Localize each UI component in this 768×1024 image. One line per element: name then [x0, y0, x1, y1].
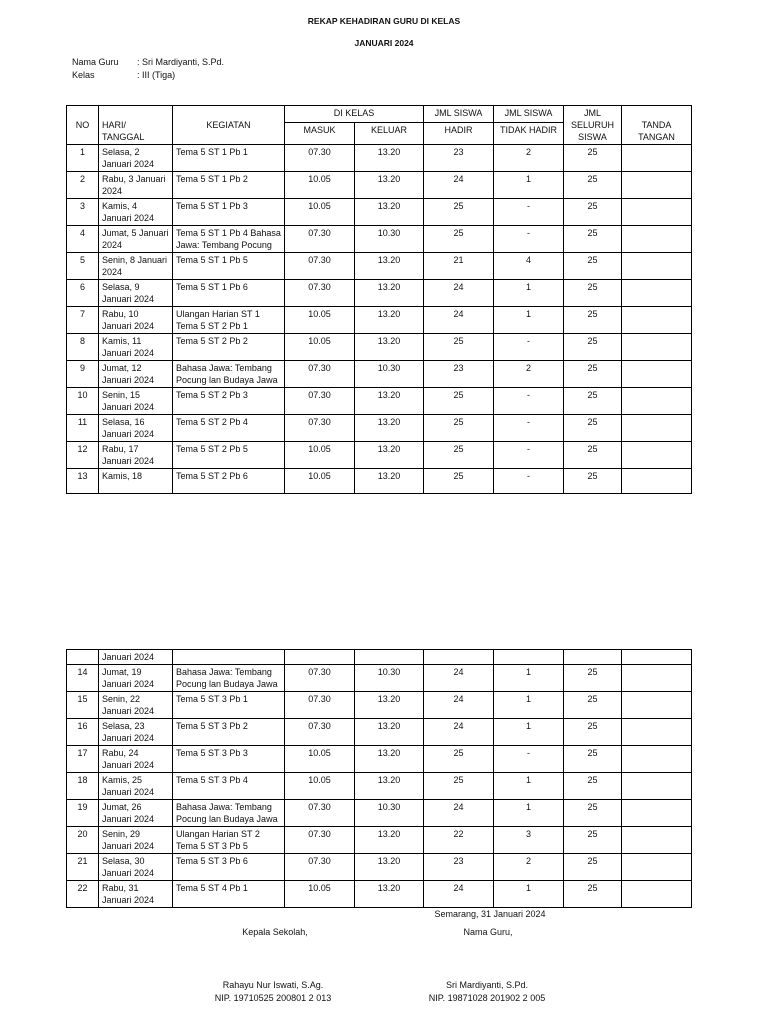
cell-hadir — [424, 650, 494, 665]
cell-hadir: 24 — [424, 881, 494, 908]
cell-tanda-tangan — [622, 361, 692, 388]
cell-no: 18 — [67, 773, 99, 800]
cell-tidak-hadir: - — [494, 469, 564, 494]
table-row — [67, 145, 692, 172]
cell-kegiatan: Bahasa Jawa: Tembang Pocung lan Budaya Jawa — [173, 800, 285, 827]
cell-seluruh: 25 — [564, 307, 622, 334]
cell-kegiatan: Tema 5 ST 2 Pb 4 — [173, 415, 285, 442]
cell-keluar: 13.20 — [355, 199, 424, 226]
guru-nip: NIP. 19871028 201902 2 005 — [428, 993, 546, 1003]
cell-tidak-hadir: 1 — [494, 307, 564, 334]
cell-tidak-hadir: - — [494, 442, 564, 469]
cell-masuk: 07.30 — [285, 145, 355, 172]
cell-tidak-hadir: 3 — [494, 827, 564, 854]
cell-hadir: 25 — [424, 388, 494, 415]
table-row — [67, 280, 692, 307]
cell-no — [67, 650, 99, 665]
cell-kegiatan: Tema 5 ST 1 Pb 2 — [173, 172, 285, 199]
document-subtitle: JANUARI 2024 — [354, 38, 414, 48]
cell-keluar: 13.20 — [355, 415, 424, 442]
table-row — [67, 827, 692, 854]
cell-tidak-hadir: 1 — [494, 172, 564, 199]
cell-hadir: 25 — [424, 773, 494, 800]
cell-keluar: 13.20 — [355, 280, 424, 307]
cell-tanda-tangan — [622, 881, 692, 908]
cell-hadir: 25 — [424, 746, 494, 773]
table-row — [67, 388, 692, 415]
cell-tidak-hadir: 4 — [494, 253, 564, 280]
cell-keluar: 13.20 — [355, 307, 424, 334]
cell-hari-tanggal: Jumat, 12 Januari 2024 — [99, 361, 173, 388]
cell-tanda-tangan — [622, 442, 692, 469]
cell-tidak-hadir: 2 — [494, 145, 564, 172]
cell-no: 4 — [67, 226, 99, 253]
cell-no: 3 — [67, 199, 99, 226]
cell-hari-tanggal: Senin, 29 Januari 2024 — [99, 827, 173, 854]
table-row — [67, 746, 692, 773]
cell-hadir: 24 — [424, 280, 494, 307]
cell-tidak-hadir: - — [494, 226, 564, 253]
cell-kegiatan: Tema 5 ST 2 Pb 6 — [173, 469, 285, 494]
cell-seluruh: 25 — [564, 280, 622, 307]
cell-keluar: 10.30 — [355, 800, 424, 827]
cell-keluar: 13.20 — [355, 773, 424, 800]
header-hadir: HADIR — [424, 122, 494, 144]
cell-masuk: 10.05 — [285, 307, 355, 334]
header-di-kelas: DI KELAS — [285, 106, 424, 123]
cell-kegiatan: Bahasa Jawa: Tembang Pocung lan Budaya Jawa — [173, 361, 285, 388]
header-masuk: MASUK — [285, 122, 355, 144]
table-row — [67, 334, 692, 361]
cell-no: 8 — [67, 334, 99, 361]
cell-tanda-tangan — [622, 854, 692, 881]
cell-seluruh: 25 — [564, 881, 622, 908]
kepala-sekolah-name: Rahayu Nur Iswati, S.Ag. — [222, 980, 324, 990]
cell-hadir: 24 — [424, 692, 494, 719]
attendance-table-page1 — [66, 105, 692, 494]
cell-seluruh: 25 — [564, 415, 622, 442]
cell-tanda-tangan — [622, 773, 692, 800]
cell-hadir: 24 — [424, 307, 494, 334]
cell-seluruh: 25 — [564, 334, 622, 361]
cell-hari-tanggal: Selasa, 2 Januari 2024 — [99, 145, 173, 172]
cell-no: 16 — [67, 719, 99, 746]
cell-hari-tanggal: Rabu, 10 Januari 2024 — [99, 307, 173, 334]
cell-masuk: 07.30 — [285, 827, 355, 854]
header-hari-tanggal: HARI/ TANGGAL — [99, 106, 173, 145]
cell-no: 21 — [67, 854, 99, 881]
cell-kegiatan: Tema 5 ST 3 Pb 2 — [173, 719, 285, 746]
cell-masuk: 10.05 — [285, 172, 355, 199]
cell-hari-tanggal: Selasa, 23 Januari 2024 — [99, 719, 173, 746]
cell-seluruh: 25 — [564, 665, 622, 692]
table-row — [67, 773, 692, 800]
table-row — [67, 800, 692, 827]
cell-seluruh: 25 — [564, 469, 622, 494]
cell-seluruh: 25 — [564, 172, 622, 199]
guru-value: : Sri Mardiyanti, S.Pd. — [137, 57, 225, 67]
cell-tidak-hadir: - — [494, 199, 564, 226]
cell-tidak-hadir: 1 — [494, 800, 564, 827]
cell-seluruh: 25 — [564, 827, 622, 854]
cell-masuk: 07.30 — [285, 854, 355, 881]
cell-kegiatan: Ulangan Harian ST 2 Tema 5 ST 3 Pb 5 — [173, 827, 285, 854]
cell-kegiatan: Tema 5 ST 3 Pb 3 — [173, 746, 285, 773]
table-row — [67, 307, 692, 334]
cell-masuk — [285, 650, 355, 665]
header-tanda-tangan: TANDA TANGAN — [622, 106, 692, 145]
cell-no: 10 — [67, 388, 99, 415]
nama-guru-label: Nama Guru, — [463, 927, 513, 937]
cell-hadir: 24 — [424, 172, 494, 199]
cell-masuk: 10.05 — [285, 469, 355, 494]
cell-tanda-tangan — [622, 388, 692, 415]
cell-masuk: 07.30 — [285, 415, 355, 442]
cell-seluruh: 25 — [564, 719, 622, 746]
cell-kegiatan: Tema 5 ST 2 Pb 2 — [173, 334, 285, 361]
cell-tanda-tangan — [622, 307, 692, 334]
cell-seluruh: 25 — [564, 854, 622, 881]
header-tidak-hadir: TIDAK HADIR — [494, 122, 564, 144]
cell-hadir: 22 — [424, 827, 494, 854]
cell-masuk: 07.30 — [285, 361, 355, 388]
table-row — [67, 442, 692, 469]
cell-tanda-tangan — [622, 145, 692, 172]
cell-no: 15 — [67, 692, 99, 719]
cell-keluar — [355, 650, 424, 665]
table-row — [67, 692, 692, 719]
cell-masuk: 07.30 — [285, 719, 355, 746]
cell-hari-continuation: Januari 2024 — [99, 650, 173, 665]
table-row — [67, 665, 692, 692]
cell-no: 13 — [67, 469, 99, 494]
cell-tanda-tangan — [622, 334, 692, 361]
cell-hari-tanggal: Kamis, 25 Januari 2024 — [99, 773, 173, 800]
table-row — [67, 719, 692, 746]
table-row — [67, 253, 692, 280]
header-keluar: KELUAR — [355, 122, 424, 144]
cell-kegiatan: Tema 5 ST 1 Pb 5 — [173, 253, 285, 280]
cell-no: 1 — [67, 145, 99, 172]
cell-hari-tanggal: Selasa, 9 Januari 2024 — [99, 280, 173, 307]
cell-no: 12 — [67, 442, 99, 469]
cell-tanda-tangan — [622, 172, 692, 199]
cell-keluar: 13.20 — [355, 827, 424, 854]
cell-no: 20 — [67, 827, 99, 854]
attendance-table-page2 — [66, 649, 692, 908]
cell-hari-tanggal: Kamis, 4 Januari 2024 — [99, 199, 173, 226]
cell-keluar: 13.20 — [355, 334, 424, 361]
cell-hadir: 23 — [424, 361, 494, 388]
cell-masuk: 07.30 — [285, 226, 355, 253]
header-jml-hadir-top: JML SISWA — [424, 106, 494, 123]
cell-seluruh: 25 — [564, 800, 622, 827]
cell-masuk: 07.30 — [285, 800, 355, 827]
cell-hadir: 25 — [424, 334, 494, 361]
cell-masuk: 07.30 — [285, 388, 355, 415]
cell-hari-tanggal: Kamis, 18 — [99, 469, 173, 494]
cell-hadir: 25 — [424, 415, 494, 442]
cell-no: 19 — [67, 800, 99, 827]
cell-hari-tanggal: Senin, 22 Januari 2024 — [99, 692, 173, 719]
cell-no: 17 — [67, 746, 99, 773]
guru-name: Sri Mardiyanti, S.Pd. — [445, 980, 529, 990]
cell-masuk: 10.05 — [285, 773, 355, 800]
cell-keluar: 13.20 — [355, 719, 424, 746]
cell-tidak-hadir: 2 — [494, 361, 564, 388]
cell-no: 14 — [67, 665, 99, 692]
cell-hari-tanggal: Rabu, 31 Januari 2024 — [99, 881, 173, 908]
cell-tidak-hadir: 1 — [494, 280, 564, 307]
cell-tidak-hadir: 1 — [494, 773, 564, 800]
cell-masuk: 07.30 — [285, 280, 355, 307]
cell-tanda-tangan — [622, 199, 692, 226]
table-row — [67, 361, 692, 388]
cell-hari-tanggal: Jumat, 26 Januari 2024 — [99, 800, 173, 827]
kelas-value: : III (Tiga) — [137, 70, 176, 80]
header-kegiatan: KEGIATAN — [173, 106, 285, 145]
cell-seluruh — [564, 650, 622, 665]
cell-keluar: 13.20 — [355, 746, 424, 773]
cell-hadir: 24 — [424, 665, 494, 692]
cell-kegiatan: Tema 5 ST 1 Pb 3 — [173, 199, 285, 226]
cell-keluar: 13.20 — [355, 881, 424, 908]
cell-no: 22 — [67, 881, 99, 908]
cell-hari-tanggal: Jumat, 5 Januari 2024 — [99, 226, 173, 253]
cell-keluar: 10.30 — [355, 226, 424, 253]
table-row — [67, 854, 692, 881]
header-no: NO — [67, 106, 99, 145]
cell-tidak-hadir: 1 — [494, 881, 564, 908]
cell-hari-tanggal: Senin, 8 Januari 2024 — [99, 253, 173, 280]
cell-no: 11 — [67, 415, 99, 442]
cell-seluruh: 25 — [564, 145, 622, 172]
cell-hari-tanggal: Rabu, 17 Januari 2024 — [99, 442, 173, 469]
cell-keluar: 13.20 — [355, 442, 424, 469]
cell-tidak-hadir: - — [494, 388, 564, 415]
cell-tanda-tangan — [622, 226, 692, 253]
cell-seluruh: 25 — [564, 199, 622, 226]
header-jml-seluruh: JML SELURUH SISWA — [564, 106, 622, 145]
cell-hadir: 23 — [424, 145, 494, 172]
cell-no: 7 — [67, 307, 99, 334]
kepala-sekolah-nip: NIP. 19710525 200801 2 013 — [214, 993, 332, 1003]
cell-masuk: 10.05 — [285, 199, 355, 226]
cell-hadir: 21 — [424, 253, 494, 280]
kelas-label: Kelas — [72, 70, 95, 80]
cell-tanda-tangan — [622, 280, 692, 307]
cell-no: 6 — [67, 280, 99, 307]
cell-hadir: 25 — [424, 469, 494, 494]
cell-keluar: 10.30 — [355, 665, 424, 692]
document-title: REKAP KEHADIRAN GURU DI KELAS — [307, 16, 461, 26]
cell-hadir: 23 — [424, 854, 494, 881]
cell-masuk: 10.05 — [285, 334, 355, 361]
cell-keluar: 10.30 — [355, 361, 424, 388]
cell-seluruh: 25 — [564, 226, 622, 253]
table-row — [67, 226, 692, 253]
cell-tanda-tangan — [622, 692, 692, 719]
cell-masuk: 10.05 — [285, 746, 355, 773]
cell-seluruh: 25 — [564, 773, 622, 800]
cell-hari-tanggal: Senin, 15 Januari 2024 — [99, 388, 173, 415]
cell-tanda-tangan — [622, 469, 692, 494]
cell-kegiatan: Tema 5 ST 1 Pb 1 — [173, 145, 285, 172]
cell-tanda-tangan — [622, 415, 692, 442]
place-date: Semarang, 31 Januari 2024 — [434, 909, 546, 919]
cell-kegiatan: Tema 5 ST 2 Pb 5 — [173, 442, 285, 469]
cell-hari-tanggal: Kamis, 11 Januari 2024 — [99, 334, 173, 361]
cell-seluruh: 25 — [564, 692, 622, 719]
cell-tidak-hadir: - — [494, 415, 564, 442]
cell-masuk: 07.30 — [285, 692, 355, 719]
cell-seluruh: 25 — [564, 388, 622, 415]
cell-tidak-hadir: 1 — [494, 692, 564, 719]
table-row — [67, 172, 692, 199]
cell-hadir: 25 — [424, 226, 494, 253]
table-row — [67, 199, 692, 226]
cell-kegiatan: Bahasa Jawa: Tembang Pocung lan Budaya Jawa — [173, 665, 285, 692]
cell-masuk: 07.30 — [285, 253, 355, 280]
cell-kegiatan: Tema 5 ST 3 Pb 4 — [173, 773, 285, 800]
cell-tanda-tangan — [622, 800, 692, 827]
cell-tanda-tangan — [622, 719, 692, 746]
cell-kegiatan: Ulangan Harian ST 1 Tema 5 ST 2 Pb 1 — [173, 307, 285, 334]
cell-masuk: 10.05 — [285, 881, 355, 908]
cell-keluar: 13.20 — [355, 145, 424, 172]
cell-tanda-tangan — [622, 665, 692, 692]
cell-tanda-tangan — [622, 746, 692, 773]
kepala-sekolah-label: Kepala Sekolah, — [242, 927, 308, 937]
cell-kegiatan: Tema 5 ST 3 Pb 1 — [173, 692, 285, 719]
cell-hadir: 24 — [424, 719, 494, 746]
cell-tidak-hadir: 2 — [494, 854, 564, 881]
table-body-page1 — [67, 145, 692, 494]
cell-kegiatan: Tema 5 ST 1 Pb 4 Bahasa Jawa: Tembang Pocung — [173, 226, 285, 253]
cell-hari-tanggal: Jumat, 19 Januari 2024 — [99, 665, 173, 692]
cell-tidak-hadir — [494, 650, 564, 665]
cell-tanda-tangan — [622, 650, 692, 665]
guru-label: Nama Guru — [72, 57, 119, 67]
cell-keluar: 13.20 — [355, 388, 424, 415]
table-row — [67, 469, 692, 494]
cell-keluar: 13.20 — [355, 253, 424, 280]
table-row — [67, 415, 692, 442]
cell-seluruh: 25 — [564, 361, 622, 388]
cell-hadir: 25 — [424, 199, 494, 226]
header-jml-tidak-top: JML SISWA — [494, 106, 564, 123]
cell-keluar: 13.20 — [355, 172, 424, 199]
cell-tanda-tangan — [622, 827, 692, 854]
cell-hari-tanggal: Rabu, 3 Januari 2024 — [99, 172, 173, 199]
cell-kegiatan: Tema 5 ST 4 Pb 1 — [173, 881, 285, 908]
cell-seluruh: 25 — [564, 746, 622, 773]
cell-hadir: 25 — [424, 442, 494, 469]
table-row — [67, 881, 692, 908]
cell-hari-tanggal: Selasa, 30 Januari 2024 — [99, 854, 173, 881]
cell-tidak-hadir: - — [494, 746, 564, 773]
cell-hari-tanggal: Selasa, 16 Januari 2024 — [99, 415, 173, 442]
table-row-continuation — [67, 650, 692, 665]
cell-hadir: 24 — [424, 800, 494, 827]
cell-no: 9 — [67, 361, 99, 388]
cell-no: 5 — [67, 253, 99, 280]
cell-tidak-hadir: - — [494, 334, 564, 361]
cell-seluruh: 25 — [564, 442, 622, 469]
cell-keluar: 13.20 — [355, 469, 424, 494]
cell-kegiatan — [173, 650, 285, 665]
table-body-page2 — [67, 650, 692, 908]
cell-tidak-hadir: 1 — [494, 665, 564, 692]
cell-masuk: 10.05 — [285, 442, 355, 469]
cell-kegiatan: Tema 5 ST 1 Pb 6 — [173, 280, 285, 307]
cell-masuk: 07.30 — [285, 665, 355, 692]
cell-seluruh: 25 — [564, 253, 622, 280]
cell-tanda-tangan — [622, 253, 692, 280]
cell-keluar: 13.20 — [355, 854, 424, 881]
cell-keluar: 13.20 — [355, 692, 424, 719]
cell-kegiatan: Tema 5 ST 3 Pb 6 — [173, 854, 285, 881]
cell-tidak-hadir: 1 — [494, 719, 564, 746]
cell-no: 2 — [67, 172, 99, 199]
cell-kegiatan: Tema 5 ST 2 Pb 3 — [173, 388, 285, 415]
cell-hari-tanggal: Rabu, 24 Januari 2024 — [99, 746, 173, 773]
